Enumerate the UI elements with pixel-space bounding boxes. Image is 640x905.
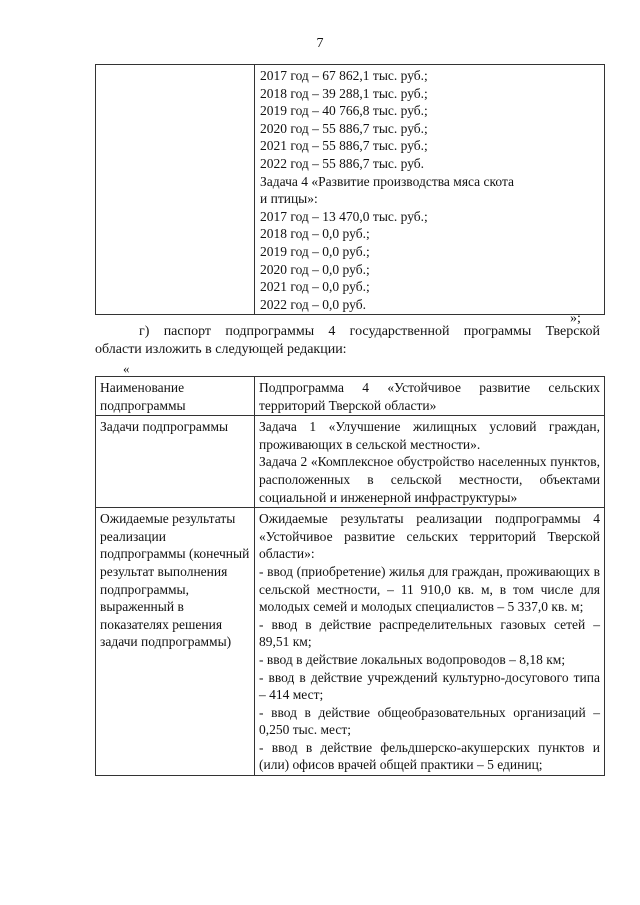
row-label: Наименование подпрограммы [96, 377, 255, 416]
funding-line: 2018 год – 0,0 руб.; [260, 226, 370, 242]
funding-line: 2021 год – 55 886,7 тыс. руб.; [260, 138, 428, 154]
subprogram-name: Подпрограмма 4 «Устойчивое развитие сельских территорий Тверской области» [255, 377, 605, 416]
table-row [96, 377, 605, 416]
funding-line: 2021 год – 0,0 руб.; [260, 279, 370, 295]
funding-line: 2019 год – 40 766,8 тыс. руб.; [260, 103, 428, 119]
task-1: Задача 1 «Улучшение жилищных условий граждан, проживающих в сельской местности». [259, 419, 600, 452]
result-item: - ввод (приобретение) жилья для граждан, проживающих в сельской местности, – 11 910,0 кв. м, в том числе для молодых семей и молодых специалистов – 5 337,0 кв. м; [259, 563, 600, 615]
page-number: 7 [316, 36, 324, 51]
expected-results-cell [255, 508, 605, 776]
funding-line: 2022 год – 55 886,7 тыс. руб. [260, 155, 425, 171]
table-row [96, 65, 605, 315]
table-row [96, 508, 605, 776]
funding-line: 2022 год – 0,0 руб. [260, 296, 366, 312]
funding-line: 2019 год – 0,0 руб.; [260, 243, 370, 259]
funding-line: 2020 год – 0,0 руб.; [260, 261, 370, 277]
row-label: Задачи подпрограммы [96, 416, 255, 508]
funding-cell [255, 65, 605, 315]
funding-table-continued [95, 64, 605, 315]
result-item: - ввод в действие учреждений культурно-досугового типа – 414 мест; [259, 669, 600, 703]
funding-line: 2017 год – 67 862,1 тыс. руб.; [260, 68, 428, 83]
funding-line: 2017 год – 13 470,0 тыс. руб.; [260, 208, 428, 224]
result-item: - ввод в действие локальных водопроводов – 8,18 км; [259, 651, 566, 667]
results-intro: Ожидаемые результаты реализации подпрограммы 4 «Устойчивое развитие сельских территорий Тверской области»: [259, 511, 600, 562]
funding-line: 2020 год – 55 886,7 тыс. руб.; [260, 120, 428, 136]
result-item: - ввод в действие фельдшерско-акушерских пунктов и (или) офисов врачей общей практики – 5 единиц; [259, 739, 600, 773]
table-row [96, 416, 605, 508]
row-label: Ожидаемые результаты реализации подпрограммы (конечный результат выполнения подпрограммы, выраженный в показателях решения задачи подпрограммы) [96, 508, 255, 776]
paragraph-line-1: г) паспорт подпрограммы 4 государственной программы Тверской [139, 324, 600, 339]
opening-quote: « [123, 361, 130, 376]
empty-label-cell [96, 65, 255, 315]
paragraph-line-2: области изложить в следующей редакции: [95, 342, 347, 357]
task4-heading: Задача 4 «Развитие производства мяса скота [260, 173, 515, 189]
closing-quote: »; [570, 311, 581, 326]
subprogram-passport-table [95, 376, 605, 776]
tasks-cell [255, 416, 605, 508]
task4-heading-cont: и птицы»: [260, 191, 318, 207]
result-item: - ввод в действие общеобразовательных организаций – 0,250 тыс. мест; [259, 704, 600, 738]
funding-line: 2018 год – 39 288,1 тыс. руб.; [260, 85, 428, 101]
task-2: Задача 2 «Комплексное обустройство населенных пунктов, расположенных в сельской местности, объектами социальной и инженерной инфраструктуры» [259, 454, 600, 505]
result-item: - ввод в действие распределительных газовых сетей – 89,51 км; [259, 616, 600, 650]
